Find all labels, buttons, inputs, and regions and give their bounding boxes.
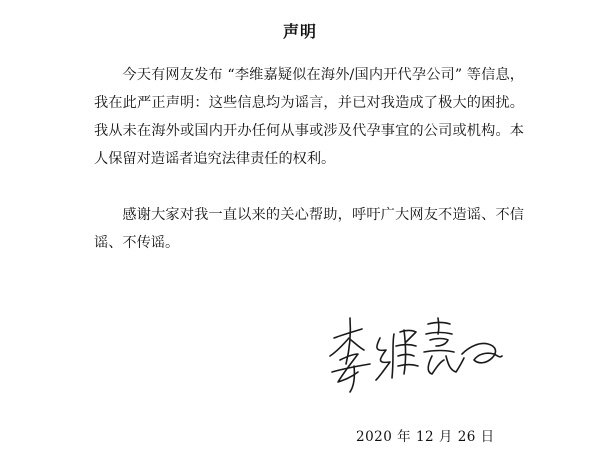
statement-paragraph: 感谢大家对我一直以来的关心帮助，呼吁广大网友不造谣、不信谣、不传谣。 — [94, 207, 524, 251]
document-title: 声明 — [282, 22, 317, 41]
handwritten-signature — [328, 316, 503, 394]
statement-paragraph: 今天有网友发布 “李维嘉疑似在海外/国内开代孕公司” 等信息，我在此严正声明：这些信息均为谣言，并已对我造成了极大的困扰。我从未在海外或国内开办任何从事或涉及代孕事宜的公司或机构。本人保留对造谣者追究法律责任的权利。 — [94, 67, 524, 167]
document-date: 2020 年 12 月 26 日 — [356, 429, 495, 445]
